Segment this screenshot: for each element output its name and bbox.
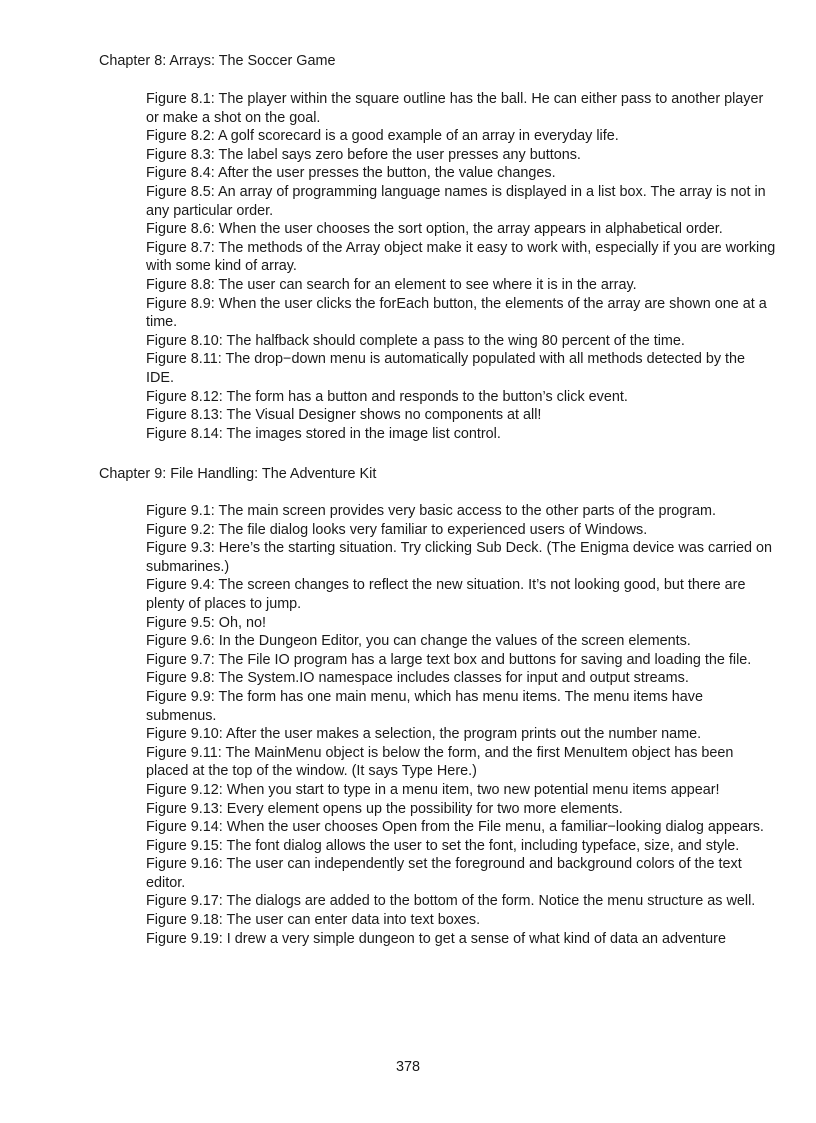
figure-caption: Figure 8.10: The halfback should complete a pass to the wing 80 percent of the time. [146,332,685,349]
figure-caption: Figure 8.13: The Visual Designer shows no components at all! [146,407,542,424]
figure-caption: Figure 9.5: Oh, no! [146,614,266,631]
figure-caption: Figure 9.10: After the user makes a selection, the program prints out the number name. [146,726,702,743]
figure-caption: Figure 9.13: Every element opens up the possibility for two more elements. [146,800,623,817]
chapter-9-figure-list [146,502,776,948]
figure-caption: Figure 9.17: The dialogs are added to the bottom of the form. Notice the menu structure as well. [146,893,756,910]
figure-caption: Figure 8.12: The form has a button and responds to the button’s click event. [146,388,628,405]
figure-caption: Figure 9.6: In the Dungeon Editor, you can change the values of the screen elements. [146,633,691,650]
figure-caption: Figure 8.2: A golf scorecard is a good example of an array in everyday life. [146,128,619,145]
page-number: 378 [395,1059,420,1075]
figure-caption: Figure 8.4: After the user presses the button, the value changes. [146,165,556,182]
figure-caption: Figure 9.2: The file dialog looks very familiar to experienced users of Windows. [146,521,648,538]
figure-caption: Figure 8.3: The label says zero before the user presses any buttons. [146,146,581,163]
figure-caption: Figure 9.7: The File IO program has a large text box and buttons for saving and loading the file. [146,651,752,668]
figure-caption: Figure 9.4: The screen changes to reflect the new situation. It’s not looking good, but there are plenty of places to jump. [146,577,746,612]
chapter-8-figure-list [146,90,776,443]
figure-caption: Figure 9.19: I drew a very simple dungeon to get a sense of what kind of data an adventure [146,930,726,947]
figure-caption: Figure 9.12: When you start to type in a menu item, two new potential menu items appear! [146,781,720,798]
figure-caption: Figure 8.7: The methods of the Array object make it easy to work with, especially if you are working with some kind of array. [146,239,776,275]
figure-caption: Figure 8.9: When the user clicks the forEach button, the elements of the array are shown one at a time. [146,295,767,331]
figure-caption: Figure 9.1: The main screen provides very basic access to the other parts of the program. [146,503,717,519]
chapter-8-heading: Chapter 8: Arrays: The Soccer Game [99,53,336,69]
figure-caption: Figure 8.14: The images stored in the image list control. [146,425,501,442]
figure-caption: Figure 9.16: The user can independently set the foreground and background colors of the text editor. [146,856,742,891]
figure-caption: Figure 9.9: The form has one main menu, which has menu items. The menu items have submenus. [146,688,703,724]
figure-caption: Figure 9.11: The MainMenu object is below the form, and the first MenuItem object has been placed at the top of the window. (It says Type Here.) [146,744,734,780]
figure-caption: Figure 9.8: The System.IO namespace includes classes for input and output streams. [146,670,689,687]
figure-caption: Figure 8.6: When the user chooses the sort option, the array appears in alphabetical order. [146,221,723,238]
figure-caption: Figure 9.18: The user can enter data into text boxes. [146,912,481,929]
figure-caption: Figure 9.3: Here’s the starting situation. Try clicking Sub Deck. (The Enigma device was carried on submarines.) [146,540,773,575]
figure-caption: Figure 9.14: When the user chooses Open from the File menu, a familiar−looking dialog appears. [146,819,764,836]
figure-caption: Figure 8.1: The player within the square outline has the ball. He can either pass to another player or make a shot on the goal. [146,91,764,126]
figure-caption: Figure 8.11: The drop−down menu is automatically populated with all methods detected by the IDE. [146,351,746,386]
figure-caption: Figure 8.8: The user can search for an element to see where it is in the array. [146,276,637,293]
figure-caption: Figure 8.5: An array of programming language names is displayed in a list box. The array is not in any particular order. [146,183,766,219]
chapter-9-heading: Chapter 9: File Handling: The Adventure Kit [99,466,377,482]
figure-caption: Figure 9.15: The font dialog allows the user to set the font, including typeface, size, and style. [146,837,740,854]
